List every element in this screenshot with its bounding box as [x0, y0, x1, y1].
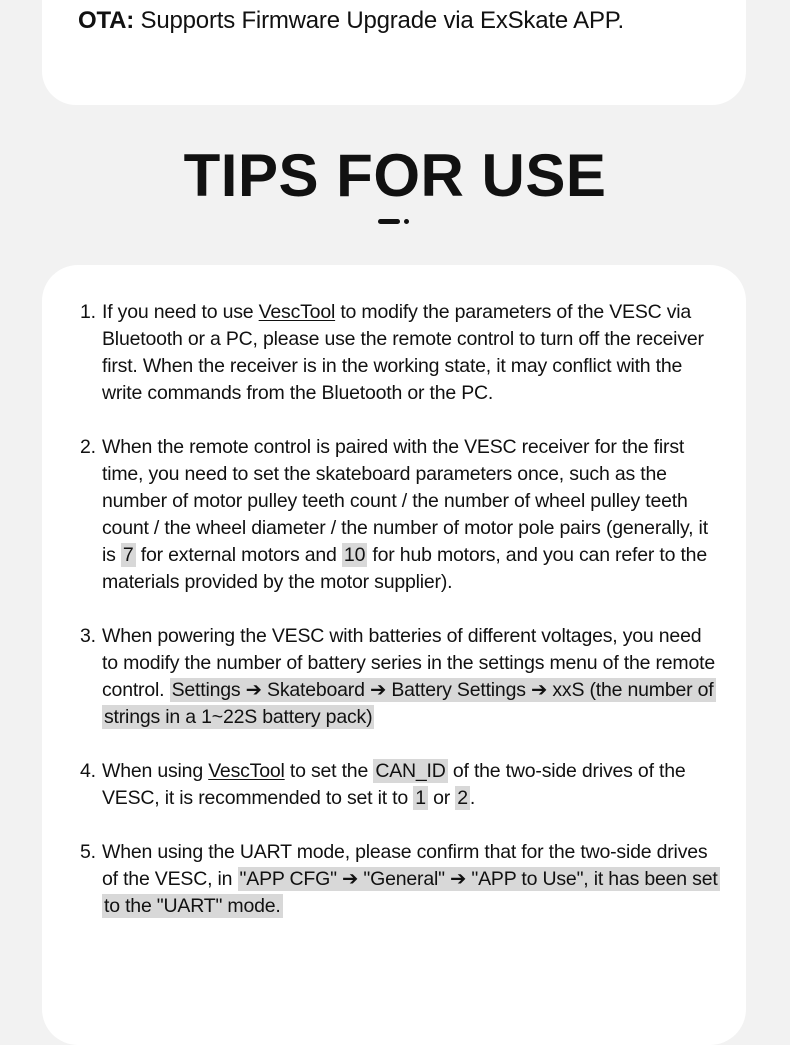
highlighted-text: 7 — [122, 544, 134, 566]
tip-text — [102, 434, 720, 596]
features-card — [42, 0, 746, 105]
tip-item — [80, 434, 720, 596]
tip-text-segment: of the two-side drives of the VESC, it is recommended to set it to — [102, 760, 686, 809]
highlighted-text: CAN_ID — [375, 760, 446, 782]
section-title: TIPS FOR USE — [183, 142, 607, 209]
tips-list — [80, 299, 720, 947]
tip-text-segment: to set the — [284, 760, 374, 782]
highlighted-text: "APP CFG" ➔ "General" ➔ "APP to Use", it has been set to the "UART" mode. — [104, 868, 718, 917]
tip-number: 4. — [80, 760, 96, 782]
tip-item — [80, 839, 720, 920]
vesctool-link[interactable]: VescTool — [208, 760, 285, 782]
underline-dash — [378, 219, 400, 224]
tip-text-segment: for external motors and — [135, 544, 342, 566]
highlighted-text: Settings ➔ Skateboard ➔ Battery Settings ➔ xxS (the number of strings in a 1~22S battery pack) — [104, 679, 714, 728]
tip-item — [80, 623, 720, 731]
tip-item — [80, 758, 720, 812]
tip-text-segment: . — [469, 787, 476, 809]
highlighted-text: 1 — [415, 787, 426, 809]
tip-number: 1. — [80, 301, 96, 323]
tip-item — [80, 299, 720, 407]
tip-text-segment: If you need to use — [102, 301, 259, 323]
vesctool-link[interactable]: VescTool — [258, 301, 336, 323]
tips-card — [42, 265, 746, 1045]
tip-text-segment: When using — [102, 760, 209, 782]
tip-text — [102, 623, 720, 731]
tip-text — [102, 839, 720, 920]
tip-text-segment: to modify the parameters of the VESC via Bluetooth or a PC, please use the remote control to turn off the receiver first. When the receiver is in the working state, it may conflict with the write commands from the Bluetooth or the PC. — [102, 301, 704, 404]
tip-text-segment: When powering the VESC with batteries of different voltages, you need to modify the number of battery series in the settings menu of the remote control. — [102, 625, 715, 701]
highlighted-text: 10 — [343, 544, 366, 566]
tip-number: 5. — [80, 841, 96, 863]
tip-number: 2. — [80, 436, 96, 458]
tip-text-segment: for hub motors, and you can refer to the materials provided by the motor supplier). — [102, 544, 707, 593]
ota-text: Supports Firmware Upgrade via ExSkate APP. — [134, 7, 624, 34]
tip-text-segment: When the remote control is paired with the VESC receiver for the first time, you need to set the skateboard parameters once, such as the number of motor pulley teeth count / the number of wheel pulley teeth count / the wheel diameter / the number of motor pole pairs (generally, it is — [102, 436, 708, 566]
underline-dot — [404, 219, 409, 224]
tip-text-segment: When using the UART mode, please confirm that for the two-side drives of the VESC, in — [102, 841, 708, 890]
title-underline-decoration — [378, 219, 410, 225]
ota-label: OTA: — [78, 7, 135, 34]
highlighted-text: 2 — [457, 787, 468, 809]
tip-text-segment: or — [427, 787, 456, 809]
tip-text — [102, 299, 720, 407]
ota-feature-line — [78, 4, 624, 38]
tip-number: 3. — [80, 625, 96, 647]
tip-text — [102, 758, 720, 812]
